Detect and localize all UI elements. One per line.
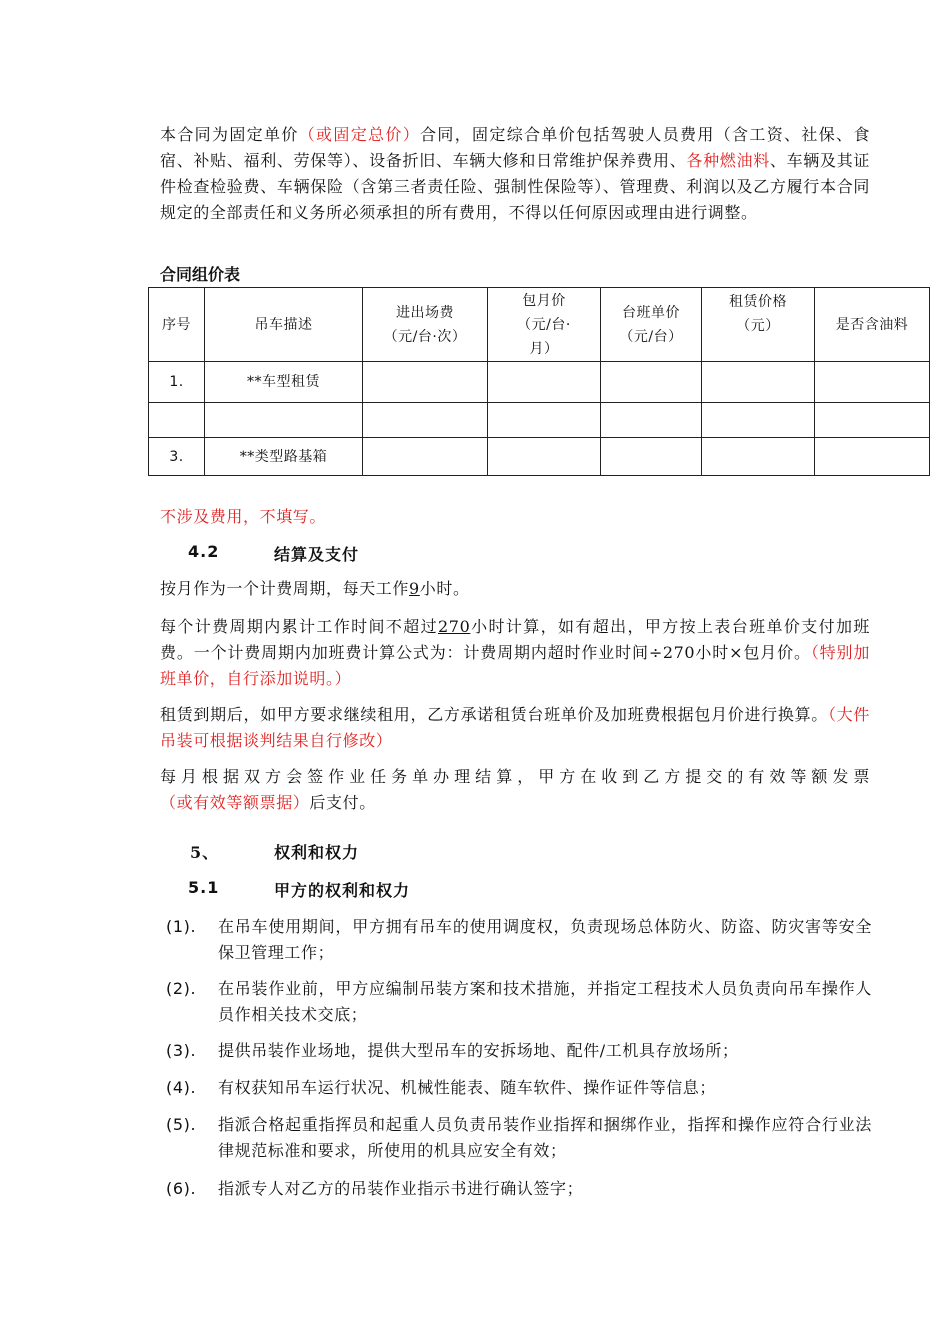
intro-text-3: 、车辆及其证件检查检验费、车辆保险（含第三者责任险、强制性保险等）、管理费、利润以及乙方履行本合同规定的全部责任和义务所必须承担的所有费用，不得以任何原因或理由进行调整。 [160, 151, 870, 222]
settle-1-tail: 小时。 [419, 579, 470, 598]
period-hours-value: 270 [438, 617, 471, 636]
row-cell [488, 403, 601, 438]
row-cell [815, 362, 930, 403]
section-4-2-number: 4.2 [188, 542, 220, 561]
header-desc: 吊车描述 [205, 288, 363, 362]
row-cell [702, 362, 815, 403]
row-cell [702, 403, 815, 438]
intro-paragraph [160, 122, 870, 226]
settle-1-text: 按月作为一个计费周期，每天工作 [160, 579, 410, 598]
section-5-title: 权利和权力 [274, 843, 360, 862]
table-row [149, 438, 930, 476]
header-entry-fee [363, 288, 488, 362]
list-item-number: (4). [166, 1078, 197, 1097]
settle-3-text: 租赁到期后，如甲方要求继续租用，乙方承诺租赁台班单价及加班费根据包月价进行换算。 [160, 705, 828, 724]
settle-paragraph-4 [160, 764, 870, 816]
list-item-text: 有权获知吊车运行状况、机械性能表、随车软件、操作证件等信息； [218, 1078, 717, 1097]
row-cell [815, 403, 930, 438]
list-item [166, 1075, 872, 1101]
row-desc: **类型路基箱 [205, 438, 363, 476]
list-item [166, 1112, 872, 1164]
row-cell [363, 362, 488, 403]
row-cell [815, 438, 930, 476]
header-fuel: 是否含油料 [815, 288, 930, 362]
header-shift-line2: （元/台） [619, 328, 683, 345]
intro-text-1: 本合同为固定单价 [160, 125, 299, 144]
header-shift-line1: 台班单价 [622, 304, 680, 321]
row-cell [601, 403, 702, 438]
list-item-text: 在吊车使用期间，甲方拥有吊车的使用调度权，负责现场总体防火、防盗、防灾害等安全保卫管理工作； [218, 917, 872, 962]
header-monthly-line1: 包月价 [522, 292, 566, 309]
row-cell [702, 438, 815, 476]
table-header-row [149, 288, 930, 362]
table-row [149, 403, 930, 438]
list-item-number: (1). [166, 917, 197, 936]
table-row [149, 362, 930, 403]
row-cell [601, 362, 702, 403]
list-item [166, 1038, 872, 1064]
daily-hours-value: 9 [409, 579, 420, 598]
section-5-number: 5、 [190, 843, 220, 862]
row-cell [363, 438, 488, 476]
intro-red-2: 各种燃油料 [686, 151, 770, 170]
row-cell [601, 438, 702, 476]
header-rent-line2: （元） [736, 318, 780, 334]
settle-2-body: 小时计算，如有超出，甲方按上表台班单价支付加班费。一个计费周期内加班费计算公式为：计费周期内超时作业时间÷270小时×包月价。 [160, 617, 870, 662]
list-item-number: (3). [166, 1041, 197, 1060]
row-seq [149, 403, 205, 438]
row-desc: **车型租赁 [205, 362, 363, 403]
intro-text-2: 合同，固定综合单价包括驾驶人员费用（含工资、社保、食宿、补贴、福利、劳保等）、设备折旧、车辆大修和日常维护保养费用、 [160, 125, 870, 170]
header-seq: 序号 [149, 288, 205, 362]
section-4-2-title: 结算及支付 [274, 545, 360, 564]
list-item-text: 提供吊装作业场地，提供大型吊车的安拆场地、配件/工机具存放场所； [218, 1041, 739, 1060]
section-5-1-title: 甲方的权利和权力 [274, 881, 411, 900]
settle-4-text: 每月根据双方会签作业任务单办理结算，甲方在收到乙方提交的有效等额发票 [160, 767, 870, 786]
settle-paragraph-1 [160, 576, 870, 602]
header-monthly-price [488, 288, 601, 362]
list-item-number: (2). [166, 979, 197, 998]
settle-2-text: 每个计费周期内累计工作时间不超过 [160, 617, 439, 636]
header-entry-fee-line1: 进出场费 [396, 304, 454, 321]
settle-3-red-note: （大件吊装可根据谈判结果自行修改） [160, 705, 870, 750]
header-rent-price [702, 288, 815, 362]
row-seq: 3. [149, 438, 205, 476]
header-shift-price [601, 288, 702, 362]
list-item-number: (6). [166, 1179, 197, 1198]
row-seq: 1. [149, 362, 205, 403]
list-item-text: 在吊装作业前，甲方应编制吊装方案和技术措施，并指定工程技术人员负责向吊车操作人员作相关技术交底； [218, 979, 872, 1024]
header-monthly-line3: 月） [529, 340, 559, 357]
header-monthly-line2: （元/台· [517, 316, 571, 333]
header-entry-fee-line2: （元/台·次） [383, 328, 467, 345]
list-item-number: (5). [166, 1115, 197, 1134]
settle-4-red-note: （或有效等额票据） [160, 793, 310, 812]
no-fee-note: 不涉及费用，不填写。 [160, 507, 327, 526]
row-cell [488, 362, 601, 403]
list-item [166, 1176, 872, 1202]
list-item-text: 指派专人对乙方的吊装作业指示书进行确认签字； [218, 1179, 584, 1198]
intro-red-1: （或固定总价） [298, 125, 421, 144]
price-table [148, 287, 930, 476]
settle-4-tail: 后支付。 [309, 793, 376, 812]
settle-paragraph-3 [160, 702, 870, 754]
table-title: 合同组价表 [160, 265, 241, 284]
row-cell [363, 403, 488, 438]
list-item [166, 914, 872, 966]
list-item [166, 976, 872, 1028]
row-cell [488, 438, 601, 476]
list-item-text: 指派合格起重指挥员和起重人员负责吊装作业指挥和捆绑作业，指挥和操作应符合行业法律规范标准和要求，所使用的机具应安全有效； [218, 1115, 872, 1160]
row-desc [205, 403, 363, 438]
section-5-1-number: 5.1 [188, 878, 220, 897]
settle-2-red-note: （特别加班单价，自行添加说明。） [160, 643, 870, 688]
header-rent-line1: 租赁价格 [729, 294, 787, 310]
settle-paragraph-2 [160, 614, 870, 692]
